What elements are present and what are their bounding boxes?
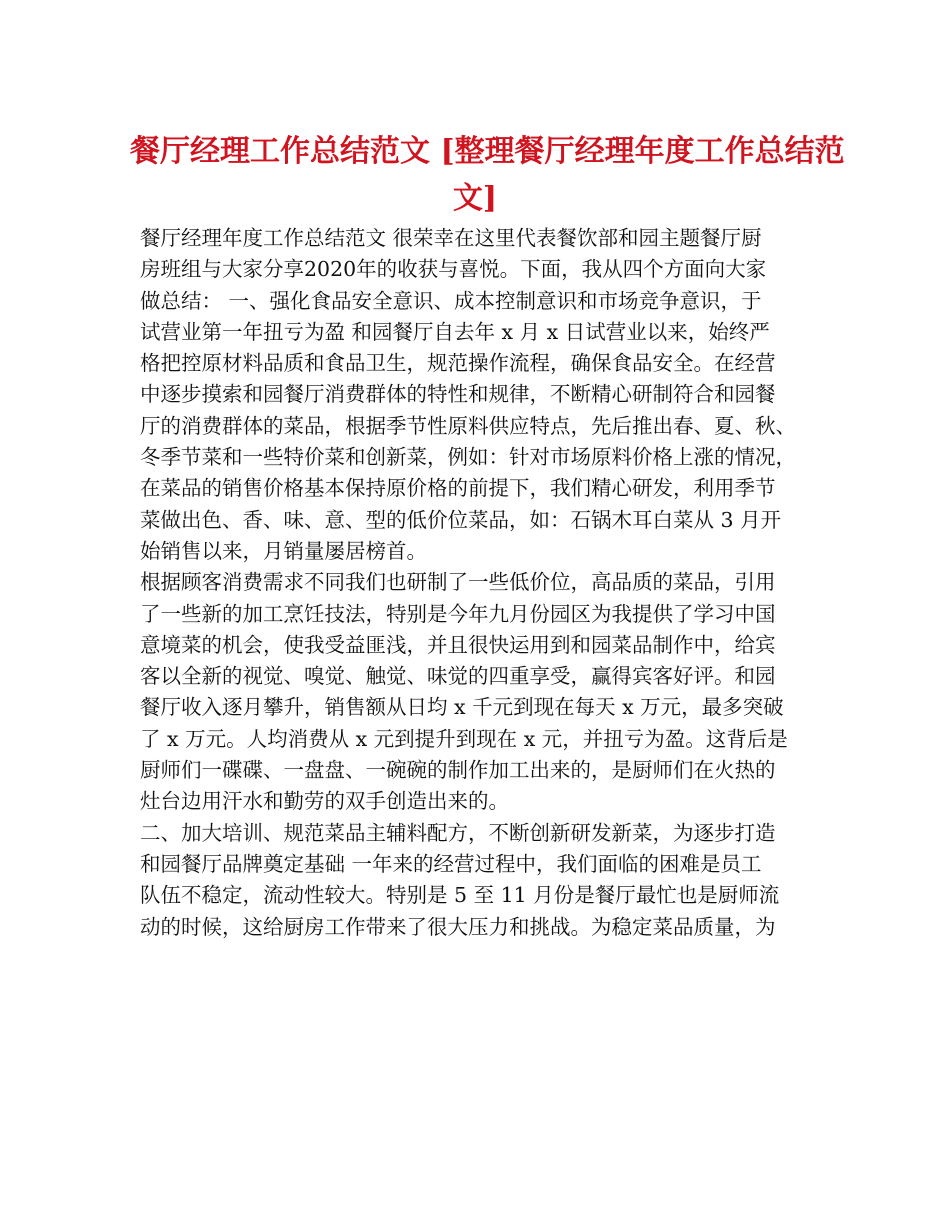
body-line: 格把控原材料品质和食品卫生，规范操作流程，确保食品安全。在经营: [140, 351, 776, 376]
body-line: 动的时候，这给厨房工作带来了很大压力和挑战。为稳定菜品质量，为: [140, 914, 776, 939]
title-line: 文]: [452, 181, 498, 216]
body-line: 试营业第一年扭亏为盈 和园餐厅自去年 x 月 x 日试营业以来，始终严: [140, 319, 770, 344]
body-line: 餐厅经理年度工作总结范文 很荣幸在这里代表餐饮部和园主题餐厅厨: [140, 226, 762, 250]
body-line: 菜做出色、香、味、意、型的低价位菜品，如：石锅木耳白菜从 3 月开: [140, 507, 782, 532]
document-body: [140, 223, 830, 943]
body-line: 根据顾客消费需求不同我们也研制了一些低价位，高品质的菜品，引用: [140, 570, 776, 595]
title-line: 餐厅经理工作总结范文 [整理餐厅经理年度工作总结范: [130, 134, 845, 169]
body-line: 灶台边用汗水和勤劳的双手创造出来的。: [140, 789, 509, 814]
body-line: 做总结： 一、强化食品安全意识、成本控制意识和市场竞争意识，于: [140, 288, 762, 313]
body-line: 始销售以来，月销量屡居榜首。: [140, 538, 427, 563]
body-line: 了一些新的加工烹饪技法，特别是今年九月份园区为我提供了学习中国: [140, 601, 776, 626]
body-line: 在菜品的销售价格基本保持原价格的前提下，我们精心研发，利用季节: [140, 476, 776, 501]
body-line: 房班组与大家分享2020年的收获与喜悦。下面，我从四个方面向大家: [140, 257, 767, 282]
body-line: 中逐步摸索和园餐厅消费群体的特性和规律，不断精心研制符合和园餐: [140, 382, 776, 407]
body-line: 冬季节菜和一些特价菜和创新菜，例如：针对市场原料价格上涨的情况，: [140, 445, 796, 470]
body-line: 了 x 万元。人均消费从 x 元到提升到现在 x 元，并扭亏为盈。这背后是: [140, 726, 788, 751]
body-line: 厨师们一碟碟、一盘盘、一碗碗的制作加工出来的，是厨师们在火热的: [140, 758, 776, 783]
body-line: 客以全新的视觉、嗅觉、触觉、味觉的四重享受，赢得宾客好评。和园: [140, 664, 776, 689]
document-title: [130, 128, 845, 222]
body-line: 厅的消费群体的菜品，根据季节性原料供应特点，先后推出春、夏、秋、: [140, 413, 796, 438]
body-line: 和园餐厅品牌奠定基础 一年来的经营过程中，我们面临的困难是员工: [140, 851, 762, 876]
body-line: 二、加大培训、规范菜品主辅料配方，不断创新研发新菜，为逐步打造: [140, 820, 776, 845]
body-line: 意境菜的机会，使我受益匪浅，并且很快运用到和园菜品制作中，给宾: [140, 632, 776, 657]
body-line: 队伍不稳定，流动性较大。特别是 5 至 11 月份是餐厅最忙也是厨师流: [140, 883, 780, 908]
body-line: 餐厅收入逐月攀升，销售额从日均 x 千元到现在每天 x 万元，最多突破: [140, 695, 784, 720]
